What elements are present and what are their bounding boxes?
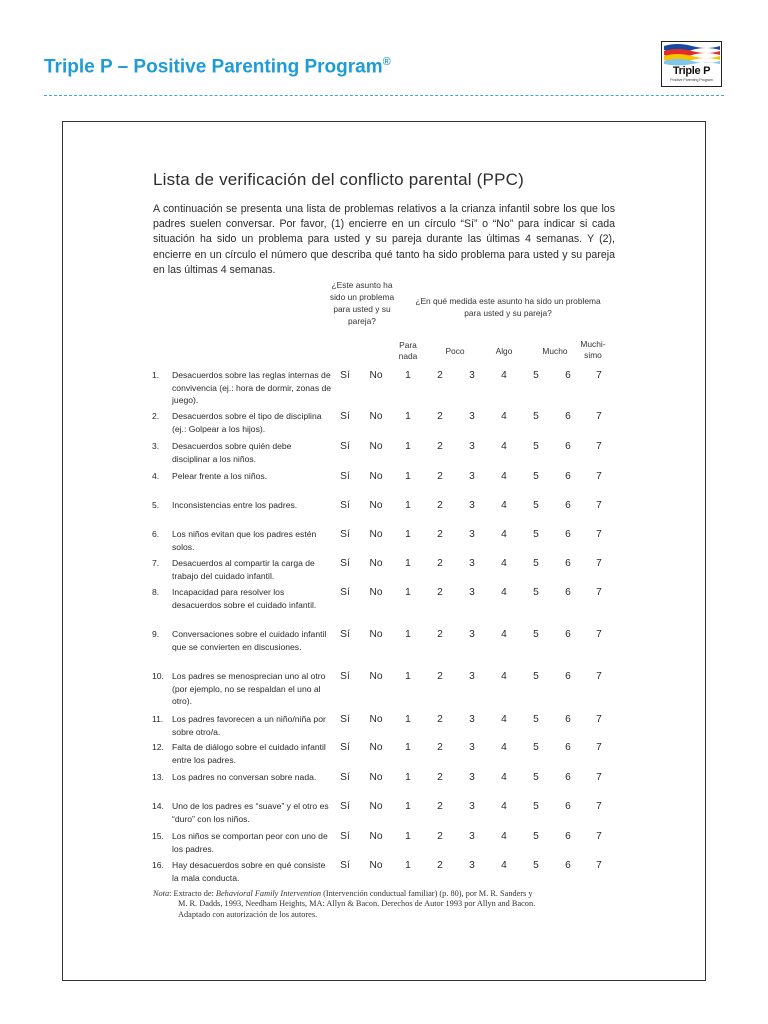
- answer-yes[interactable]: Sí: [340, 742, 350, 753]
- scale-option-2[interactable]: 2: [437, 529, 443, 540]
- scale-option-7[interactable]: 7: [596, 558, 602, 569]
- scale-option-5[interactable]: 5: [533, 860, 539, 871]
- scale-option-2[interactable]: 2: [437, 441, 443, 452]
- scale-label-algo: Algo: [495, 346, 513, 356]
- scale-option-7[interactable]: 7: [596, 801, 602, 812]
- item-text: Pelear frente a los niños.: [172, 471, 268, 481]
- scale-option-6[interactable]: 6: [565, 801, 571, 812]
- answer-yes[interactable]: Sí: [340, 772, 350, 783]
- scale-label-muchisimo: Muchi-simo: [580, 339, 606, 360]
- scale-option-4[interactable]: 4: [501, 629, 507, 640]
- scale-option-3[interactable]: 3: [469, 471, 475, 482]
- triple-p-logo: [661, 41, 722, 87]
- answer-no[interactable]: No: [369, 441, 383, 452]
- scale-option-3[interactable]: 3: [469, 742, 475, 753]
- scale-option-6[interactable]: 6: [565, 860, 571, 871]
- item-number: 14.: [152, 801, 164, 811]
- note-book-title: Behavioral Family Intervention: [215, 889, 321, 898]
- answer-yes[interactable]: Sí: [340, 471, 350, 482]
- scale-option-2[interactable]: 2: [437, 558, 443, 569]
- scale-option-7[interactable]: 7: [596, 500, 602, 511]
- item-text: Incapacidad para resolver los desacuerdos sobre el cuidado infantil.: [172, 587, 317, 610]
- scale-option-4[interactable]: 4: [501, 860, 507, 871]
- scale-option-6[interactable]: 6: [565, 671, 571, 682]
- item-number: 9.: [152, 629, 160, 639]
- item-number: 8.: [152, 587, 160, 597]
- scale-option-1[interactable]: 1: [405, 471, 411, 482]
- answer-yes[interactable]: Sí: [340, 629, 350, 640]
- answer-yes[interactable]: Sí: [340, 860, 350, 871]
- scale-option-7[interactable]: 7: [596, 671, 602, 682]
- scale-option-2[interactable]: 2: [437, 742, 443, 753]
- scale-option-1[interactable]: 1: [405, 529, 411, 540]
- answer-no[interactable]: No: [369, 370, 383, 381]
- header-title-text: Triple P – Positive Parenting Program: [44, 56, 383, 78]
- scale-option-6[interactable]: 6: [565, 411, 571, 422]
- scale-option-4[interactable]: 4: [501, 772, 507, 783]
- note-line2: M. R. Dadds, 1993, Needham Heights, MA: Allyn & Bacon. Derechos de Autor 1993 por Allyn and Bacon.: [178, 899, 536, 909]
- scale-option-2[interactable]: 2: [437, 411, 443, 422]
- answer-no[interactable]: No: [369, 772, 383, 783]
- scale-option-3[interactable]: 3: [469, 714, 475, 725]
- scale-option-7[interactable]: 7: [596, 772, 602, 783]
- answer-yes[interactable]: Sí: [340, 500, 350, 511]
- scale-option-6[interactable]: 6: [565, 370, 571, 381]
- page-header-title: [44, 56, 391, 78]
- item-text: Los niños se comportan peor con uno de los padres.: [172, 831, 328, 854]
- answer-no[interactable]: No: [369, 801, 383, 812]
- scale-option-1[interactable]: 1: [405, 411, 411, 422]
- item-number: 11.: [152, 714, 164, 724]
- item-text: Hay desacuerdos sobre en qué consiste la mala conducta.: [172, 860, 326, 883]
- scale-option-6[interactable]: 6: [565, 441, 571, 452]
- item-number: 7.: [152, 558, 160, 568]
- scale-option-7[interactable]: 7: [596, 411, 602, 422]
- answer-yes[interactable]: Sí: [340, 441, 350, 452]
- scale-option-6[interactable]: 6: [565, 500, 571, 511]
- scale-option-1[interactable]: 1: [405, 801, 411, 812]
- registered-mark: ®: [382, 56, 391, 68]
- item-number: 5.: [152, 500, 160, 510]
- scale-option-2[interactable]: 2: [437, 671, 443, 682]
- scale-option-6[interactable]: 6: [565, 714, 571, 725]
- scale-option-6[interactable]: 6: [565, 629, 571, 640]
- answer-no[interactable]: No: [369, 529, 383, 540]
- item-text: Conversaciones sobre el cuidado infantil que se convierten en discusiones.: [172, 629, 327, 652]
- scale-option-2[interactable]: 2: [437, 629, 443, 640]
- scale-option-7[interactable]: 7: [596, 714, 602, 725]
- item-number: 3.: [152, 441, 160, 451]
- item-number: 16.: [152, 860, 164, 870]
- scale-option-7[interactable]: 7: [596, 441, 602, 452]
- note-label: Nota: [153, 889, 170, 898]
- item-number: 13.: [152, 772, 164, 782]
- scale-option-7[interactable]: 7: [596, 587, 602, 598]
- scale-option-3[interactable]: 3: [469, 500, 475, 511]
- scale-option-1[interactable]: 1: [405, 558, 411, 569]
- scale-option-3[interactable]: 3: [469, 411, 475, 422]
- scale-option-1[interactable]: 1: [405, 860, 411, 871]
- scale-option-2[interactable]: 2: [437, 860, 443, 871]
- scale-option-1[interactable]: 1: [405, 500, 411, 511]
- answer-yes[interactable]: Sí: [340, 587, 350, 598]
- scale-option-7[interactable]: 7: [596, 629, 602, 640]
- scale-option-4[interactable]: 4: [501, 529, 507, 540]
- answer-no[interactable]: No: [369, 558, 383, 569]
- scale-option-5[interactable]: 5: [533, 411, 539, 422]
- scale-option-5[interactable]: 5: [533, 558, 539, 569]
- logo-text: Triple P: [672, 65, 711, 77]
- item-text: Los padres favorecen a un niño/niña por sobre otro/a.: [172, 714, 326, 737]
- scale-option-5[interactable]: 5: [533, 370, 539, 381]
- scale-option-5[interactable]: 5: [533, 714, 539, 725]
- scale-option-5[interactable]: 5: [533, 629, 539, 640]
- scale-option-3[interactable]: 3: [469, 370, 475, 381]
- scale-option-6[interactable]: 6: [565, 742, 571, 753]
- scale-option-5[interactable]: 5: [533, 500, 539, 511]
- answer-yes[interactable]: Sí: [340, 671, 350, 682]
- answer-no[interactable]: No: [369, 671, 383, 682]
- scale-option-5[interactable]: 5: [533, 471, 539, 482]
- answer-no[interactable]: No: [369, 742, 383, 753]
- scale-label-para-nada: Para nada: [398, 340, 418, 361]
- item-text: Inconsistencias entre los padres.: [172, 500, 298, 510]
- item-text: Los padres no conversan sobre nada.: [172, 772, 317, 782]
- scale-option-1[interactable]: 1: [405, 714, 411, 725]
- answer-yes[interactable]: Sí: [340, 370, 350, 381]
- scale-label-mucho: Mucho: [542, 346, 568, 356]
- scale-option-5[interactable]: 5: [533, 742, 539, 753]
- scale-option-4[interactable]: 4: [501, 500, 507, 511]
- answer-yes[interactable]: Sí: [340, 558, 350, 569]
- answer-yes[interactable]: Sí: [340, 411, 350, 422]
- scale-option-5[interactable]: 5: [533, 801, 539, 812]
- item-number: 6.: [152, 529, 160, 539]
- scale-option-2[interactable]: 2: [437, 801, 443, 812]
- note-line1: (Intervención conductual familiar) (p. 80), por M. R. Sanders y: [321, 889, 533, 898]
- item-number: 12.: [152, 742, 164, 752]
- answer-no[interactable]: No: [369, 831, 383, 842]
- scale-option-5[interactable]: 5: [533, 529, 539, 540]
- document-title: Lista de verificación del conflicto parental (PPC): [153, 170, 524, 189]
- scale-option-6[interactable]: 6: [565, 529, 571, 540]
- scale-option-2[interactable]: 2: [437, 714, 443, 725]
- scale-option-4[interactable]: 4: [501, 411, 507, 422]
- scale-option-2[interactable]: 2: [437, 471, 443, 482]
- header-divider: [44, 95, 724, 96]
- note-line3: Adaptado con autorización de los autores.: [178, 909, 318, 919]
- scale-option-2[interactable]: 2: [437, 370, 443, 381]
- scale-option-4[interactable]: 4: [501, 587, 507, 598]
- scale-option-1[interactable]: 1: [405, 441, 411, 452]
- scale-option-4[interactable]: 4: [501, 742, 507, 753]
- answer-no[interactable]: No: [369, 587, 383, 598]
- scale-option-3[interactable]: 3: [469, 860, 475, 871]
- scale-option-6[interactable]: 6: [565, 831, 571, 842]
- item-number: 15.: [152, 831, 164, 841]
- answer-no[interactable]: No: [369, 714, 383, 725]
- scale-option-6[interactable]: 6: [565, 558, 571, 569]
- scale-option-1[interactable]: 1: [405, 370, 411, 381]
- item-text: Uno de los padres es “suave” y el otro es “duro” con los niños.: [172, 801, 329, 824]
- scale-option-5[interactable]: 5: [533, 772, 539, 783]
- answer-no[interactable]: No: [369, 471, 383, 482]
- item-number: 1.: [152, 370, 160, 380]
- answer-no[interactable]: No: [369, 629, 383, 640]
- item-text: Desacuerdos sobre las reglas internas de convivencia (ej.: hora de dormir, zonas de juego).: [172, 370, 332, 406]
- scale-option-4[interactable]: 4: [501, 671, 507, 682]
- scale-option-4[interactable]: 4: [501, 441, 507, 452]
- scale-option-1[interactable]: 1: [405, 671, 411, 682]
- question-scale-header: ¿En qué medida este asunto ha sido un problema para usted y su pareja?: [415, 296, 601, 318]
- item-text: Desacuerdos al compartir la carga de trabajo del cuidado infantil.: [172, 558, 315, 581]
- scale-option-4[interactable]: 4: [501, 370, 507, 381]
- scale-option-4[interactable]: 4: [501, 714, 507, 725]
- answer-no[interactable]: No: [369, 411, 383, 422]
- scale-option-7[interactable]: 7: [596, 529, 602, 540]
- scale-option-3[interactable]: 3: [469, 587, 475, 598]
- answer-yes[interactable]: Sí: [340, 714, 350, 725]
- item-text: Falta de diálogo sobre el cuidado infantil entre los padres.: [172, 742, 326, 765]
- scale-label-poco: Poco: [445, 346, 465, 356]
- answer-no[interactable]: No: [369, 860, 383, 871]
- scale-option-3[interactable]: 3: [469, 441, 475, 452]
- scale-option-4[interactable]: 4: [501, 558, 507, 569]
- scale-option-3[interactable]: 3: [469, 671, 475, 682]
- scale-option-1[interactable]: 1: [405, 772, 411, 783]
- scale-option-7[interactable]: 7: [596, 831, 602, 842]
- scale-option-3[interactable]: 3: [469, 558, 475, 569]
- scale-option-6[interactable]: 6: [565, 471, 571, 482]
- scale-option-2[interactable]: 2: [437, 772, 443, 783]
- answer-yes[interactable]: Sí: [340, 831, 350, 842]
- scale-option-7[interactable]: 7: [596, 742, 602, 753]
- scale-option-1[interactable]: 1: [405, 587, 411, 598]
- answer-yes[interactable]: Sí: [340, 529, 350, 540]
- instructions-paragraph: A continuación se presenta una lista de problemas relativos a la crianza infantil sobre los que los padres suelen conversar. Por favor, (1) encierre en un círculo “Sí” o “No” para indicar si cada situación ha sido un problema para usted y su pareja durante las últimas 4 semanas. Y (2), encierre en un círculo el número que describa qué tanto ha sido problema para usted y su pareja en las últimas 4 semanas.: [153, 203, 615, 276]
- note-prefix: : Extracto de:: [169, 889, 216, 898]
- question-yes-no-header: ¿Este asunto ha sido un problema para usted y su pareja?: [329, 280, 395, 326]
- answer-yes[interactable]: Sí: [340, 801, 350, 812]
- scale-option-3[interactable]: 3: [469, 801, 475, 812]
- scale-option-4[interactable]: 4: [501, 831, 507, 842]
- scale-option-6[interactable]: 6: [565, 587, 571, 598]
- scale-option-1[interactable]: 1: [405, 831, 411, 842]
- item-text: Los padres se menosprecian uno al otro (por ejemplo, no se respaldan el uno al otro).: [172, 671, 326, 707]
- scale-option-3[interactable]: 3: [469, 772, 475, 783]
- scale-option-4[interactable]: 4: [501, 471, 507, 482]
- item-text: Los niños evitan que los padres estén solos.: [172, 529, 317, 552]
- item-text: Desacuerdos sobre quién debe disciplinar a los niños.: [172, 441, 292, 464]
- scale-option-5[interactable]: 5: [533, 441, 539, 452]
- item-number: 4.: [152, 471, 160, 481]
- source-note: [153, 889, 618, 920]
- scale-option-3[interactable]: 3: [469, 831, 475, 842]
- item-number: 2.: [152, 411, 160, 421]
- scale-option-1[interactable]: 1: [405, 629, 411, 640]
- scale-option-2[interactable]: 2: [437, 587, 443, 598]
- scale-option-4[interactable]: 4: [501, 801, 507, 812]
- scale-option-5[interactable]: 5: [533, 671, 539, 682]
- scale-option-5[interactable]: 5: [533, 831, 539, 842]
- scale-option-3[interactable]: 3: [469, 629, 475, 640]
- answer-no[interactable]: No: [369, 500, 383, 511]
- scale-option-7[interactable]: 7: [596, 471, 602, 482]
- item-number: 10.: [152, 671, 164, 681]
- scale-option-6[interactable]: 6: [565, 772, 571, 783]
- scale-option-7[interactable]: 7: [596, 860, 602, 871]
- scale-option-2[interactable]: 2: [437, 831, 443, 842]
- scale-option-2[interactable]: 2: [437, 500, 443, 511]
- item-text: Desacuerdos sobre el tipo de disciplina (ej.: Golpear a los hijos).: [172, 411, 322, 434]
- scale-option-5[interactable]: 5: [533, 587, 539, 598]
- logo-subtext: Positive Parenting Program: [670, 78, 713, 82]
- scale-option-7[interactable]: 7: [596, 370, 602, 381]
- scale-option-1[interactable]: 1: [405, 742, 411, 753]
- scale-option-3[interactable]: 3: [469, 529, 475, 540]
